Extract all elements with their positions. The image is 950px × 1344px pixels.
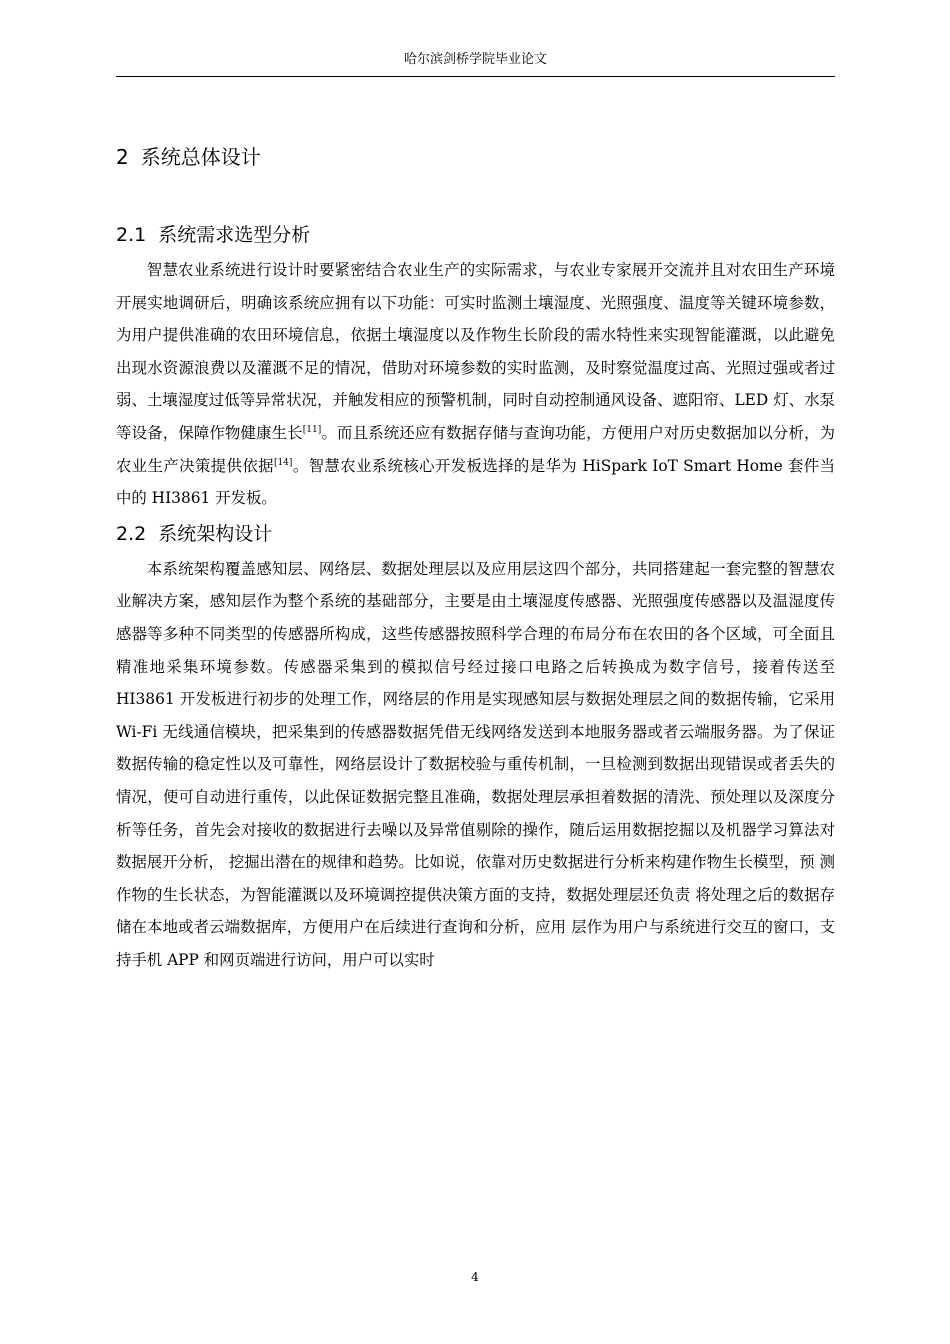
citation-14: [14] [273,457,293,468]
header-rule [116,76,835,77]
chapter-title: 系统总体设计 [140,145,261,169]
page-number: 4 [471,1270,479,1284]
section-heading-2-2 [116,517,835,551]
page-content [116,138,835,976]
paragraph-requirements-part-2: 。而且系统还应有数据存储与查询功能，方便用户对历史数据加以分析，为农业生产决策提供依据 [116,423,835,475]
paragraph-requirements-part-3: 。智慧农业系统核心开发板选择的是华为 HiSpark IoT Smart Home 套件当中的 HI3861 开发板。 [116,456,835,508]
chapter-number: 2 [116,145,129,169]
section-title-2-1: 系统需求选型分析 [158,224,311,246]
paragraph-requirements [116,254,835,515]
paragraph-architecture: 本系统架构覆盖感知层、网络层、数据处理层以及应用层这四个部分，共同搭建起一套完整的智慧农业解决方案，感知层作为整个系统的基础部分，主要是由土壤湿度传感器、光照强度传感器以及温湿度传感器等多种不同类型的传感器所构成，这些传感器按照科学合理的布局分布在农田的各个区域，可全面且精准地采集环境参数。传感器采集到的模拟信号经过接口电路之后转换成为数字信号，接着传送至 HI3861 开发板进行初步的处理工作，网络层的作用是实现感知层与数据处理层之间的数据传输，它采用 Wi-Fi 无线通信模块，把采集到的传感器数据凭借无线网络发送到本地服务器或者云端服务器。为了保证数据传输的稳定性以及可靠性，网络层设计了数据校验与重传机制，一旦检测到数据出现错误或者丢失的情况，便可自动进行重传，以此保证数据完整且准确，数据处理层承担着数据的清洗、预处理以及深度分析等任务，首先会对接收的数据进行去噪以及异常值剔除的操作，随后运用数据挖掘以及机器学习算法对数据展开分析， 挖掘出潜在的规律和趋势。比如说，依靠对历史数据进行分析来构建作物生长模型，预 测作物的生长状态，为智能灌溉以及环境调控提供决策方面的支持，数据处理层还负责 将处理之后的数据存储在本地或者云端数据库，方便用户在后续进行查询和分析，应用 层作为用户与系统进行交互的窗口，支持手机 APP 和网页端进行访问，用户可以实时 [116,559,835,969]
paragraph-requirements-part-1: 智慧农业系统进行设计时要紧密结合农业生产的实际需求，与农业专家展开交流并且对农田生产环境开展实地调研后，明确该系统应拥有以下功能：可实时监测土壤湿度、光照强度、温度等关键环境参数，为用户提供准确的农田环境信息，依据土壤湿度以及作物生长阶段的需水特性来实现智能灌溉，以此避免出现水资源浪费以及灌溉不足的情况，借助对环境参数的实时监测，及时察觉温度过高、光照过强或者过弱、土壤湿度过低等异常状况，并触发相应的预警机制，同时自动控制通风设备、遮阳帘、LED 灯、水泵等设备，保障作物健康生长 [116,261,835,442]
section-title-2-2: 系统架构设计 [158,522,273,545]
section-number-2-1: 2.1 [116,224,147,246]
section-heading-2-1 [116,218,835,252]
section-number-2-2: 2.2 [116,522,147,545]
running-header: 哈尔滨剑桥学院毕业论文 [403,52,547,67]
citation-11: [11] [302,424,322,435]
chapter-heading [116,138,835,176]
